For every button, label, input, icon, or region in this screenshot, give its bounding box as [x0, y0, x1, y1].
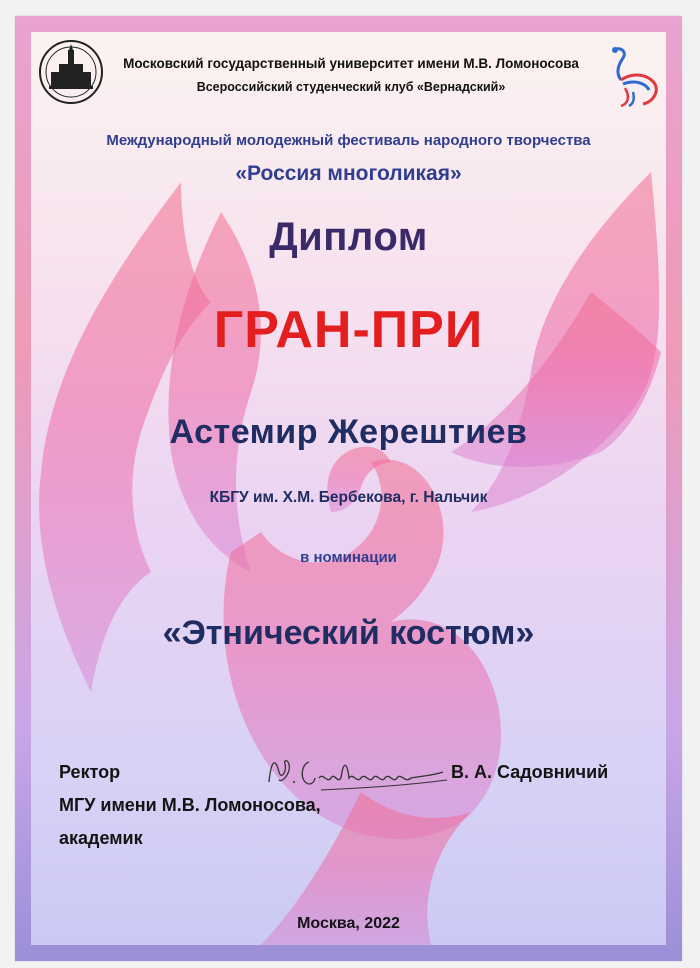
city-year: Москва, 2022 — [297, 915, 400, 932]
peacock-bird-icon — [603, 42, 663, 108]
university-name: Московский государственный университет имени М.В. Ломоносова — [123, 56, 579, 71]
nomination-label: в номинации — [300, 549, 397, 566]
nomination-name: «Этнический костюм» — [162, 614, 535, 652]
diploma-title: Диплом — [269, 215, 428, 259]
diploma-sheet — [31, 32, 666, 945]
msu-emblem-icon — [37, 38, 105, 106]
signatory-position-line1: Ректор — [59, 762, 121, 782]
signatory-position-line2: МГУ имени М.В. Ломоносова, — [59, 795, 321, 815]
winner-name: Астемир Жерештиев — [169, 413, 528, 451]
winner-organization: КБГУ им. Х.М. Бербекова, г. Нальчик — [209, 489, 488, 506]
award-title: ГРАН-ПРИ — [213, 301, 484, 359]
club-name: Всероссийский студенческий клуб «Вернадский» — [196, 80, 506, 94]
handwritten-signature — [261, 742, 451, 802]
diploma-frame — [15, 16, 682, 961]
signatory-position-line3: академик — [59, 828, 143, 848]
festival-name: «Россия многоликая» — [235, 162, 462, 185]
signatory-name: В. А. Садовничий — [451, 762, 609, 782]
festival-title: Международный молодежный фестиваль народного творчества — [106, 132, 591, 149]
